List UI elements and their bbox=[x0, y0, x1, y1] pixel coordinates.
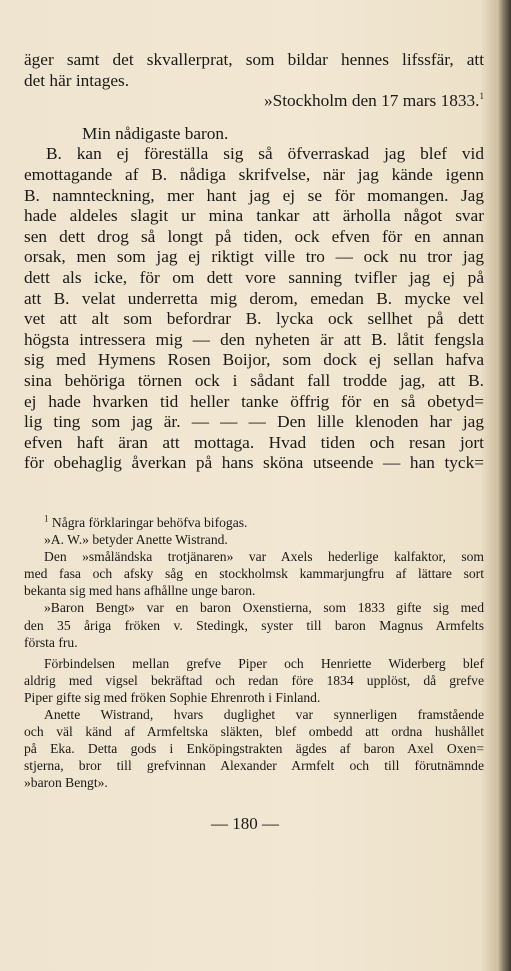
letter-dateline: »Stockholm den 17 mars 1833.$^1$ bbox=[263, 91, 484, 111]
text-line: emottagande af B. nådiga skrifvelse, när jag kände igenn bbox=[24, 164, 484, 184]
text-line: högsta intressera mig — den nyheten är att B. låtit fengsla bbox=[24, 329, 484, 349]
footnote-line: på Eka. Detta gods i Enköpingstrakten ägdes af baron Axel Oxen= bbox=[24, 741, 484, 757]
text-line: det här intages. bbox=[24, 70, 130, 90]
text-line: dett als icke, för om dett vore sanning tvifler jag ej på bbox=[24, 267, 484, 287]
footnote-line: den 35 åriga fröken v. Stedingk, syster till baron Magnus Armfelts bbox=[24, 617, 484, 633]
text-line: hade aldeles slagit ur mina tankar att ärholla något svar bbox=[24, 206, 484, 226]
footnote-line: Den »småländska trotjänaren» var Axels hederlige kalfaktor, som bbox=[44, 549, 484, 565]
text-line: för obehaglig åverkan på hans sköna utseende — han tyck= bbox=[24, 453, 484, 473]
footnote-line: »baron Bengt». bbox=[24, 775, 108, 791]
text-line: äger samt det skvallerprat, som bildar hennes lifssfär, att bbox=[24, 50, 484, 69]
footnote-line: och väl känd af Armfeltska släkten, blef ombedd att ordna hushållet bbox=[24, 724, 484, 740]
footnote-line: »A. W.» betyder Anette Wistrand. bbox=[44, 532, 228, 548]
text-line: B. namnteckning, mer hant jag ej se för momangen. Jag bbox=[24, 185, 484, 205]
footnote-line: stjerna, bror till grefvinnan Alexander Armfelt och till förutnämnde bbox=[24, 758, 484, 774]
footnote-line: Anette Wistrand, hvars duglighet var synnerligen framstående bbox=[44, 707, 484, 723]
letter-salutation: Min nådigaste baron. bbox=[82, 123, 229, 143]
footnote-line: aldrig med vigsel bekräftad och redan före 1834 upplöst, då grefve bbox=[24, 672, 484, 688]
text-line: ej hade hvarken tid heller tanke öffrig för en så obetyd= bbox=[24, 391, 484, 411]
footnote-line: Piper gifte sig med fröken Sophie Ehrenroth i Finland. bbox=[24, 689, 321, 705]
text-line: sina behöriga törnen ock i sådant fall trodde jag, att B. bbox=[24, 370, 484, 390]
footnote-line: Förbindelsen mellan grefve Piper och Henriette Widerberg blef bbox=[44, 655, 484, 671]
footnote-number: 1 bbox=[44, 513, 49, 524]
footnote-line: med fasa och afsky såg en stockholmsk kammarjungfru af lättare sort bbox=[24, 566, 484, 582]
text-line: sig med Hymens Rosen Boijor, som dock ej sellan hafva bbox=[24, 350, 484, 370]
text-line: sen dett drog så longt på tiden, ock efven för en annan bbox=[24, 226, 484, 246]
footnote-line: $^1$ Några förklaringar behöfva bifogas. bbox=[44, 513, 248, 530]
book-spine-shadow bbox=[497, 0, 511, 971]
text-line: vet att alt som befordrar B. lycka ock sellhet på dett bbox=[24, 309, 484, 329]
text-line: efven haft äran att mottaga. Hvad tiden och resan jort bbox=[24, 432, 484, 452]
footnote-line: första fru. bbox=[24, 634, 78, 650]
footnote-marker: 1 bbox=[479, 91, 484, 102]
text-line: B. kan ej föreställa sig så öfverraskad jag blef vid bbox=[46, 144, 484, 164]
text-line: att B. velat underretta mig derom, emedan B. mycke vel bbox=[24, 288, 484, 308]
letter-text bbox=[24, 50, 484, 474]
text-line: lig ting som jag är. — — — Den lille klenoden har jag bbox=[24, 412, 484, 432]
footnote-line: bekanta sig med hans afhållne unge baron. bbox=[24, 583, 256, 599]
footnote-line: »Baron Bengt» var en baron Oxenstierna, som 1833 gifte sig med bbox=[44, 600, 484, 616]
footnotes bbox=[24, 514, 484, 792]
text-line: orsak, men som jag ej riktigt ville tro — ock nu tror jag bbox=[24, 247, 484, 267]
page-number: — 180 — bbox=[211, 814, 279, 833]
